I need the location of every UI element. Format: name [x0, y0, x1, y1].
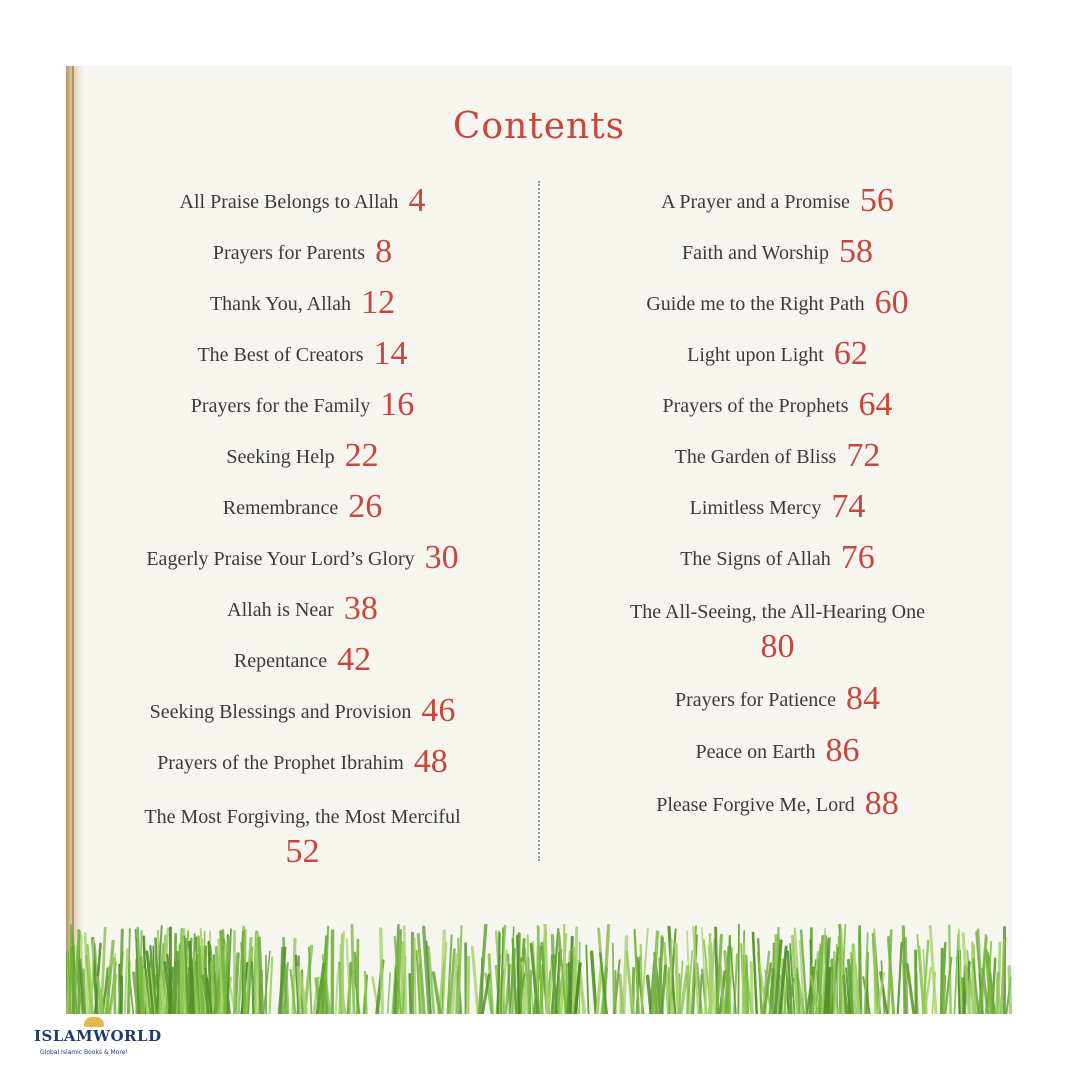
toc-entry: [543, 596, 1012, 665]
toc-entry-title: Seeking Help: [226, 446, 335, 468]
logo-name: ISLAMWORLD: [34, 1027, 162, 1045]
toc-entry-title: The Best of Creators: [197, 344, 364, 366]
toc-entry: [543, 335, 1012, 372]
toc-entry-page-number: 80: [760, 628, 795, 665]
logo-emblem-icon: [84, 1017, 104, 1027]
toc-entry-page-number: 16: [380, 386, 415, 423]
toc-entry: [543, 680, 1012, 717]
toc-entry-title: Prayers of the Prophet Ibrahim: [157, 752, 404, 774]
toc-entry-page-number: 60: [874, 284, 909, 321]
toc-entry-page-number: 46: [421, 692, 456, 729]
toc-entry-page-number: 62: [833, 335, 868, 372]
toc-entry: [543, 732, 1012, 769]
toc-entry-title: Prayers for the Family: [190, 395, 371, 417]
toc-entry-title: Repentance: [233, 650, 328, 672]
toc-entry: [66, 488, 539, 525]
toc-entry-title: Eagerly Praise Your Lord’s Glory: [146, 548, 415, 570]
toc-entry-title: Guide me to the Right Path: [646, 293, 865, 315]
toc-entry-title: Peace on Earth: [695, 741, 816, 763]
toc-entry-page-number: 30: [424, 539, 459, 576]
toc-entry: [66, 182, 539, 219]
toc-entry-title: The Garden of Bliss: [674, 446, 837, 468]
toc-entry-title: Allah is Near: [227, 599, 334, 621]
toc-entry-title: Prayers of the Prophets: [662, 395, 849, 417]
toc-entry: [543, 785, 1012, 822]
toc-entry: [543, 488, 1012, 525]
toc-entry: [66, 386, 539, 423]
column-divider: [538, 181, 540, 861]
toc-entry-title: Light upon Light: [687, 344, 824, 366]
toc-entry-page-number: 88: [864, 785, 899, 822]
toc-entry: [66, 335, 539, 372]
toc-entry-title: Prayers for Parents: [212, 242, 366, 264]
toc-entry: [543, 284, 1012, 321]
toc-entry-page-number: 76: [840, 539, 875, 576]
islamworld-logo: [34, 1017, 162, 1061]
toc-entry-title: The Most Forgiving, the Most Merciful: [144, 806, 461, 828]
toc-entry: [543, 437, 1012, 474]
grass-illustration: [66, 924, 1012, 1014]
toc-entry-page-number: 42: [337, 641, 372, 678]
contents-title: Contents: [452, 106, 626, 147]
toc-entry: [543, 386, 1012, 423]
toc-entry-page-number: 86: [825, 732, 860, 769]
toc-entry-title: Prayers for Patience: [674, 689, 837, 711]
toc-entry-title: The All-Seeing, the All-Hearing One: [630, 601, 925, 623]
toc-entry-page-number: 22: [344, 437, 379, 474]
toc-entry: [66, 590, 539, 627]
toc-entry-title: Faith and Worship: [682, 242, 829, 264]
toc-entry: [543, 182, 1012, 219]
toc-entry-page-number: 84: [846, 680, 881, 717]
toc-entry: [66, 801, 539, 870]
toc-entry: [66, 233, 539, 270]
toc-entry-page-number: 14: [373, 335, 408, 372]
toc-entry: [543, 233, 1012, 270]
toc-entry: [66, 539, 539, 576]
toc-entry: [66, 692, 539, 729]
toc-entry: [66, 284, 539, 321]
toc-entry-title: All Praise Belongs to Allah: [179, 191, 399, 213]
toc-entry-title: Seeking Blessings and Provision: [149, 701, 412, 723]
toc-entry-title: Remembrance: [222, 497, 339, 519]
toc-entry-title: Thank You, Allah: [209, 293, 352, 315]
book-page: [66, 66, 1012, 1014]
toc-entry-page-number: 74: [831, 488, 866, 525]
toc-entry: [66, 743, 539, 780]
toc-entry-title: The Signs of Allah: [680, 548, 831, 570]
logo-tagline: Global Islamic Books & More!: [40, 1049, 128, 1056]
toc-entry-title: Limitless Mercy: [689, 497, 822, 519]
toc-entry-page-number: 56: [859, 182, 894, 219]
toc-entry-page-number: 38: [343, 590, 378, 627]
toc-entry: [543, 539, 1012, 576]
toc-entry-page-number: 26: [348, 488, 383, 525]
toc-entry-page-number: 12: [361, 284, 396, 321]
toc-entry-title: A Prayer and a Promise: [661, 191, 850, 213]
toc-entry: [66, 641, 539, 678]
toc-entry-page-number: 58: [838, 233, 873, 270]
toc-entry-page-number: 48: [413, 743, 448, 780]
toc-entry-page-number: 8: [375, 233, 393, 270]
toc-entry: [66, 437, 539, 474]
toc-entry-page-number: 72: [846, 437, 881, 474]
toc-entry-page-number: 52: [285, 833, 320, 870]
toc-entry-page-number: 64: [858, 386, 893, 423]
toc-entry-title: Please Forgive Me, Lord: [656, 794, 855, 816]
toc-entry-page-number: 4: [408, 182, 426, 219]
